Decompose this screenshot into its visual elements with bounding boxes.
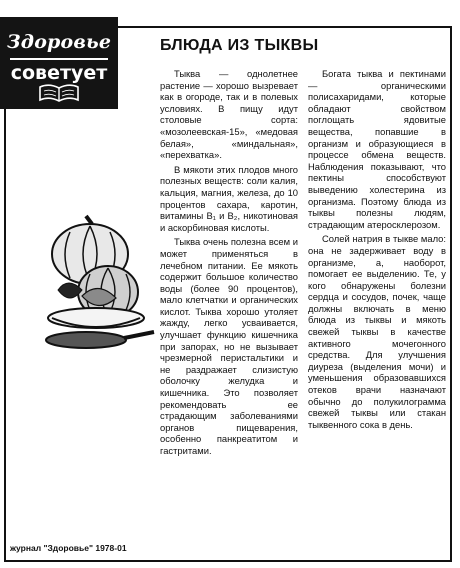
zdorovye-sovetuet-logo — [0, 17, 118, 109]
article-column-2 — [308, 68, 446, 548]
source-caption: журнал "Здоровье" 1978-01 — [10, 543, 127, 553]
logo-line-1: Здоровье — [6, 31, 112, 53]
pumpkin-illustration — [38, 210, 156, 355]
logo-line-2: советует — [10, 58, 108, 84]
article-column-1 — [160, 68, 298, 548]
paragraph: Солей натрия в тыкве мало: она не задерживает воду в организме, а, наоборот, помогает ее выделению. Те, у кого обнаружены болезни сердца и сосудов, почек, чаще должны включать в меню блюда из тыквы и мякоть свежей тыквы в качестве активного мочегонного средства. Для улучшения диуреза (выделения мочи) и уменьшения образовавшихся отеков врачи назначают обычно до полукилограмма свежей тыквы или стакан тыквенного сока в день. — [308, 233, 446, 430]
paragraph: Богата тыква и пектинами — органическими полисахаридами, которые обладают свойством поглощать ядовитые вещества, попавшие в организм и образующиеся в процессе обмена веществ. Наблюдения показывают, что пектины способствуют выведению холестерина из организма. Поэтому блюда из тыквы полезны людям, страдающим атеросклерозом. — [308, 68, 446, 230]
paragraph: В мякоти этих плодов много полезных веществ: соли калия, кальция, магния, железа, до 10 процентов сахара, каротин, витамины B₁ и B₂, никотиновая и аскорбиновая кислоты. — [160, 163, 298, 233]
open-book-icon — [38, 83, 80, 103]
article-title: БЛЮДА ИЗ ТЫКВЫ — [160, 37, 319, 54]
paragraph: Тыква очень полезна всем и может применяться в лечебном питании. Ее мякоть содержит большое количество воды (более 90 процентов), мало клетчатки и органических кислот. Тыква хорошо утоляет жажду, легко усваивается, улучшает функцию кишечника при запорах, но не вызывает чрезмерной перистальтики и не раздражает слизистую оболочку желудка и кишечника. Это позволяет рекомендовать ее страдающим заболеваниями органов пищеварения, особенно панкреатитом и гастритами. — [160, 236, 298, 456]
paragraph: Тыква — однолетнее растение — хорошо вызревает как в огороде, так и в полевых условиях. В пищу идут столовые сорта: «мозолеевская-15», «медовая белая», «миндальная», «перехватка». — [160, 68, 298, 161]
